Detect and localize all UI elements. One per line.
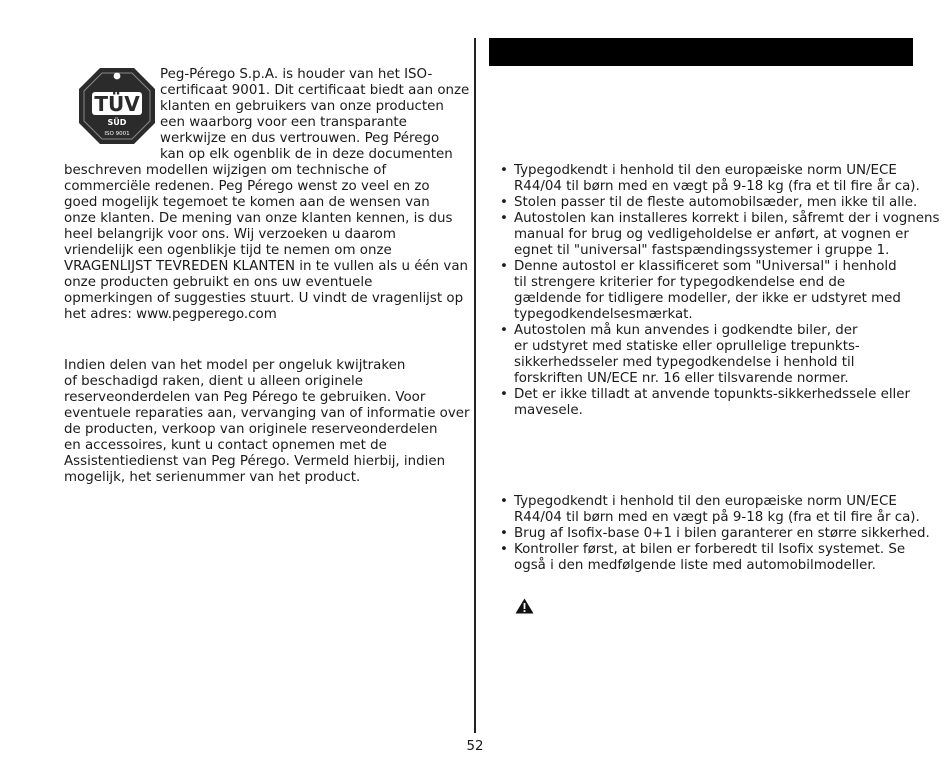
- list-item-line: til strengere kriterier for typegodkendelse end de: [514, 275, 846, 290]
- badge-cert-text: ISO 9001: [104, 131, 130, 137]
- isofix-list: [497, 494, 930, 574]
- list-item: [497, 211, 940, 259]
- list-item-line: Typegodkendt i henhold til den europæiske norm UN/ECE: [514, 494, 897, 509]
- bullet: •: [500, 163, 508, 178]
- certificate-paragraph-continued: [64, 163, 469, 323]
- list-item: [497, 494, 927, 526]
- warning-triangle-icon: [515, 598, 534, 614]
- list-item: [497, 387, 927, 419]
- certificate-paragraph-top: [160, 67, 470, 163]
- text-line: of beschadigd raken, dient u alleen originele: [64, 374, 364, 389]
- list-item-line: også i den medfølgende liste med automobilmodeller.: [514, 558, 876, 573]
- column-divider: [474, 38, 476, 733]
- approval-list: [497, 163, 940, 419]
- text-line: commerciële redenen. Peg Pérego wenst zo veel en zo: [64, 179, 430, 194]
- text-line: kan op elk ogenblik de in deze documenten: [160, 147, 453, 162]
- text-line: vriendelijk een ogenblikje tijd te nemen om onze: [64, 243, 392, 258]
- bullet: •: [500, 211, 508, 226]
- text-line: het adres: www.pegperego.com: [64, 307, 277, 322]
- text-line: onze klanten. De mening van onze klanten kennen, is dus: [64, 211, 453, 226]
- spare-parts-paragraph: [64, 358, 469, 486]
- bullet: •: [500, 494, 508, 509]
- text-line: mogelijk, het serienummer van het product.: [64, 470, 361, 485]
- bullet: •: [500, 387, 508, 402]
- list-item: [497, 542, 927, 574]
- text-line: en accessoires, kunt u contact opnemen met de: [64, 438, 387, 453]
- list-item-line: typegodkendelsesmærkat.: [514, 307, 693, 322]
- text-line: VRAGENLIJST TEVREDEN KLANTEN in te vullen als u één van: [64, 259, 469, 274]
- list-item: [497, 259, 927, 323]
- list-item-line: forskriften UN/ECE nr. 16 eller tilsvarende normer.: [514, 371, 849, 386]
- list-item-line: egnet til "universal" fastspændingssystemer i gruppe 1.: [514, 243, 890, 258]
- text-line: Peg-Pérego S.p.A. is houder van het ISO-: [160, 67, 433, 82]
- list-item: [497, 163, 927, 195]
- text-line: beschreven modellen wijzigen om technische of: [64, 163, 387, 178]
- bullet: •: [500, 323, 508, 338]
- text-line: onze producten gebruikt en ons uw eventuele: [64, 275, 373, 290]
- list-item-line: Stolen passer til de fleste automobilsæder, men ikke til alle.: [514, 195, 918, 210]
- bullet: •: [500, 526, 508, 541]
- text-line: een waarborg voor een transparante: [160, 115, 407, 130]
- list-item-line: Kontroller først, at bilen er forberedt til Isofix systemet. Se: [514, 542, 906, 557]
- list-item-line: Typegodkendt i henhold til den europæiske norm UN/ECE: [514, 163, 897, 178]
- list-item-line: R44/04 til børn med en vægt på 9-18 kg (fra et til fire år ca).: [514, 179, 920, 194]
- tuv-sud-iso-9001-seal-icon: [78, 67, 156, 145]
- list-item-line: R44/04 til børn med en vægt på 9-18 kg (fra et til fire år ca).: [514, 510, 920, 525]
- list-item-line: Autostolen kan installeres korrekt i bilen, såfremt der i vognens: [514, 211, 940, 226]
- list-item: [497, 526, 930, 542]
- list-item-line: Denne autostol er klassificeret som "Universal" i henhold: [514, 259, 897, 274]
- badge-brand-text: TÜV: [94, 92, 140, 116]
- badge-sub-text: SÜD: [107, 118, 127, 127]
- section-header-bar: [489, 38, 913, 66]
- list-item-line: gældende for tidligere modeller, der ikke er udstyret med: [514, 291, 901, 306]
- list-item-line: er udstyret med statiske eller oprullelige trepunkts-: [514, 339, 860, 354]
- text-line: goed mogelijk tegemoet te komen aan de wensen van: [64, 195, 430, 210]
- list-item-line: sikkerhedsseler med typegodkendelse i henhold til: [514, 355, 855, 370]
- list-item-line: Brug af Isofix-base 0+1 i bilen garanterer en større sikkerhed.: [514, 526, 930, 541]
- text-line: reserveonderdelen van Peg Pérego te gebruiken. Voor: [64, 390, 426, 405]
- text-line: de producten, verkoop van originele reserveonderdelen: [64, 422, 438, 437]
- text-line: eventuele reparaties aan, vervanging van of informatie over: [64, 406, 470, 421]
- list-item: [497, 195, 927, 211]
- bullet: •: [500, 195, 508, 210]
- text-line: certificaat 9001. Dit certificaat biedt aan onze: [160, 83, 470, 98]
- page-number: 52: [466, 739, 484, 754]
- bullet: •: [500, 542, 508, 557]
- bullet: •: [500, 259, 508, 274]
- list-item-line: mavesele.: [514, 403, 583, 418]
- text-line: klanten en gebruikers van onze producten: [160, 99, 444, 114]
- list-item-line: Autostolen må kun anvendes i godkendte biler, der: [514, 323, 858, 338]
- text-line: Assistentiedienst van Peg Pérego. Vermeld hierbij, indien: [64, 454, 446, 469]
- list-item-line: manual for brug og vedligeholdelse er anført, at vognen er: [514, 227, 909, 242]
- text-line: heel belangrijk voor ons. Wij verzoeken u daarom: [64, 227, 396, 242]
- text-line: opmerkingen of suggesties stuurt. U vindt de vragenlijst op: [64, 291, 464, 306]
- text-line: Indien delen van het model per ongeluk kwijtraken: [64, 358, 406, 373]
- text-line: werkwijze en dus vertrouwen. Peg Pérego: [160, 131, 440, 146]
- list-item: [497, 323, 927, 387]
- list-item-line: Det er ikke tilladt at anvende topunkts-sikkerhedssele eller: [514, 387, 910, 402]
